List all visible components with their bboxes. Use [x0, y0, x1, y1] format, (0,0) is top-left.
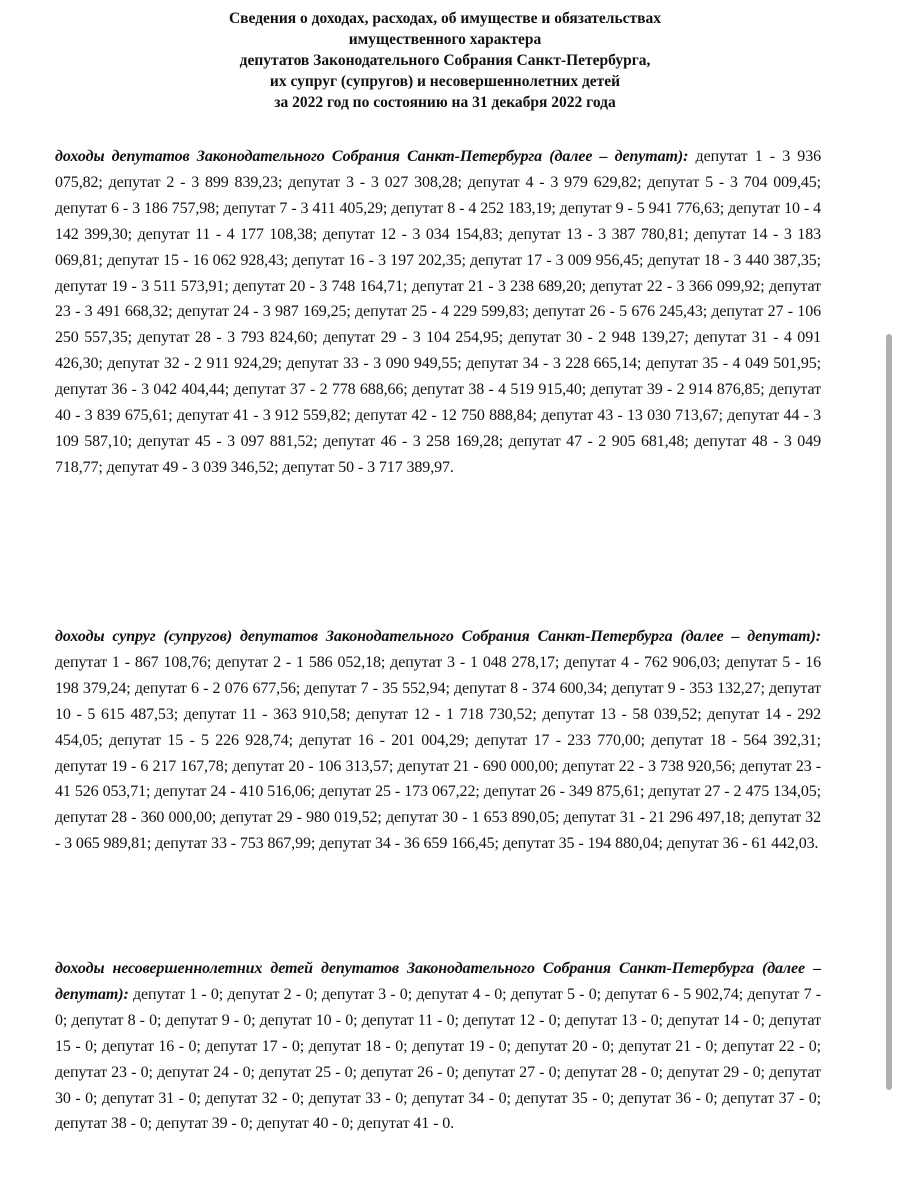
title-line: депутатов Законодательного Собрания Санкт-Петербурга, — [239, 52, 651, 69]
children-income-heading: доходы несовершеннолетних детей депутатов Законодательного Собрания Санкт-Петербурга (далее – депутат): — [55, 960, 821, 1003]
deputies-income-heading: доходы депутатов Законодательного Собрания Санкт-Петербурга (далее – депутат): — [55, 148, 689, 165]
spouse-income-section — [55, 624, 821, 857]
deputies-income-text: депутат 1 - 3 936 075,82; депутат 2 - 3 899 839,23; депутат 3 - 3 027 308,28; депутат 4 - 3 979 629,82; депутат 5 - 3 704 009,45; депутат 6 - 3 186 757,98; депутат 7 - 3 411 405,29; депутат 8 - 4 252 183,19; депутат 9 - 5 941 776,63; депутат 10 - 4 142 399,30; депутат 11 - 4 177 108,38; депутат 12 - 3 034 154,83; депутат 13 - 3 387 780,81; депутат 14 - 3 183 069,81; депутат 15 - 16 062 928,43; депутат 16 - 3 197 202,35; депутат 17 - 3 009 956,45; депутат 18 - 3 440 387,35; депутат 19 - 3 511 573,91; депутат 20 - 3 748 164,71; депутат 21 - 3 238 689,20; депутат 22 - 3 366 099,92; депутат 23 - 3 491 668,32; депутат 24 - 3 987 169,25; депутат 25 - 4 229 599,83; депутат 26 - 5 676 245,43; депутат 27 - 106 250 557,35; депутат 28 - 3 793 824,60; депутат 29 - 3 104 254,95; депутат 30 - 2 948 139,27; депутат 31 - 4 091 426,30; депутат 32 - 2 911 924,29; депутат 33 - 3 090 949,55; депутат 34 - 3 228 665,14; депутат 35 - 4 049 501,95; депутат 36 - 3 042 404,44; депутат 37 - 2 778 688,66; депутат 38 - 4 519 915,40; депутат 39 - 2 914 876,85; депутат 40 - 3 839 675,61; депутат 41 - 3 912 559,82; депутат 42 - 12 750 888,84; депутат 43 - 13 030 713,67; депутат 44 - 3 109 587,10; депутат 45 - 3 097 881,52; депутат 46 - 3 258 169,28; депутат 47 - 2 905 681,48; депутат 48 - 3 049 718,77; депутат 49 - 3 039 346,52; депутат 50 - 3 717 389,97. — [55, 148, 822, 476]
title-line: их супруг (супругов) и несовершеннолетних детей — [269, 73, 621, 90]
title-line: за 2022 год по состоянию на 31 декабря 2022 года — [274, 94, 616, 111]
title-line: имущественного характера — [348, 31, 542, 48]
document-title — [60, 8, 830, 113]
spouse-income-text: депутат 1 - 867 108,76; депутат 2 - 1 586 052,18; депутат 3 - 1 048 278,17; депутат 4 - 762 906,03; депутат 5 - 16 198 379,24; депутат 6 - 2 076 677,56; депутат 7 - 35 552,94; депутат 8 - 374 600,34; депутат 9 - 353 132,27; депутат 10 - 5 615 487,53; депутат 11 - 363 910,58; депутат 12 - 1 718 730,52; депутат 13 - 58 039,52; депутат 14 - 292 454,05; депутат 15 - 5 226 928,74; депутат 16 - 201 004,29; депутат 17 - 233 770,00; депутат 18 - 564 392,31; депутат 19 - 6 217 167,78; депутат 20 - 106 313,57; депутат 21 - 690 000,00; депутат 22 - 3 738 920,56; депутат 23 - 41 526 053,71; депутат 24 - 410 516,06; депутат 25 - 173 067,22; депутат 26 - 349 875,61; депутат 27 - 2 475 134,05; депутат 28 - 360 000,00; депутат 29 - 980 019,52; депутат 30 - 1 653 890,05; депутат 31 - 21 296 497,18; депутат 32 - 3 065 989,81; депутат 33 - 753 867,99; депутат 34 - 36 659 166,45; депутат 35 - 194 880,04; депутат 36 - 61 442,03. — [55, 653, 821, 853]
spouse-income-heading: доходы супруг (супругов) депутатов Законодательного Собрания Санкт-Петербурга (далее – депутат): — [55, 628, 821, 645]
vertical-scrollbar[interactable] — [886, 334, 892, 1090]
title-line: Сведения о доходах, расходах, об имуществе и обязательствах — [228, 10, 662, 27]
deputies-income-section — [55, 144, 821, 481]
children-income-text: депутат 1 - 0; депутат 2 - 0; депутат 3 - 0; депутат 4 - 0; депутат 5 - 0; депутат 6 - 5 902,74; депутат 7 - 0; депутат 8 - 0; депутат 9 - 0; депутат 10 - 0; депутат 11 - 0; депутат 12 - 0; депутат 13 - 0; депутат 14 - 0; депутат 15 - 0; депутат 16 - 0; депутат 17 - 0; депутат 18 - 0; депутат 19 - 0; депутат 20 - 0; депутат 21 - 0; депутат 22 - 0; депутат 23 - 0; депутат 24 - 0; депутат 25 - 0; депутат 26 - 0; депутат 27 - 0; депутат 28 - 0; депутат 29 - 0; депутат 30 - 0; депутат 31 - 0; депутат 32 - 0; депутат 33 - 0; депутат 34 - 0; депутат 35 - 0; депутат 36 - 0; депутат 37 - 0; депутат 38 - 0; депутат 39 - 0; депутат 40 - 0; депутат 41 - 0. — [55, 985, 821, 1133]
children-income-section — [55, 956, 821, 1137]
